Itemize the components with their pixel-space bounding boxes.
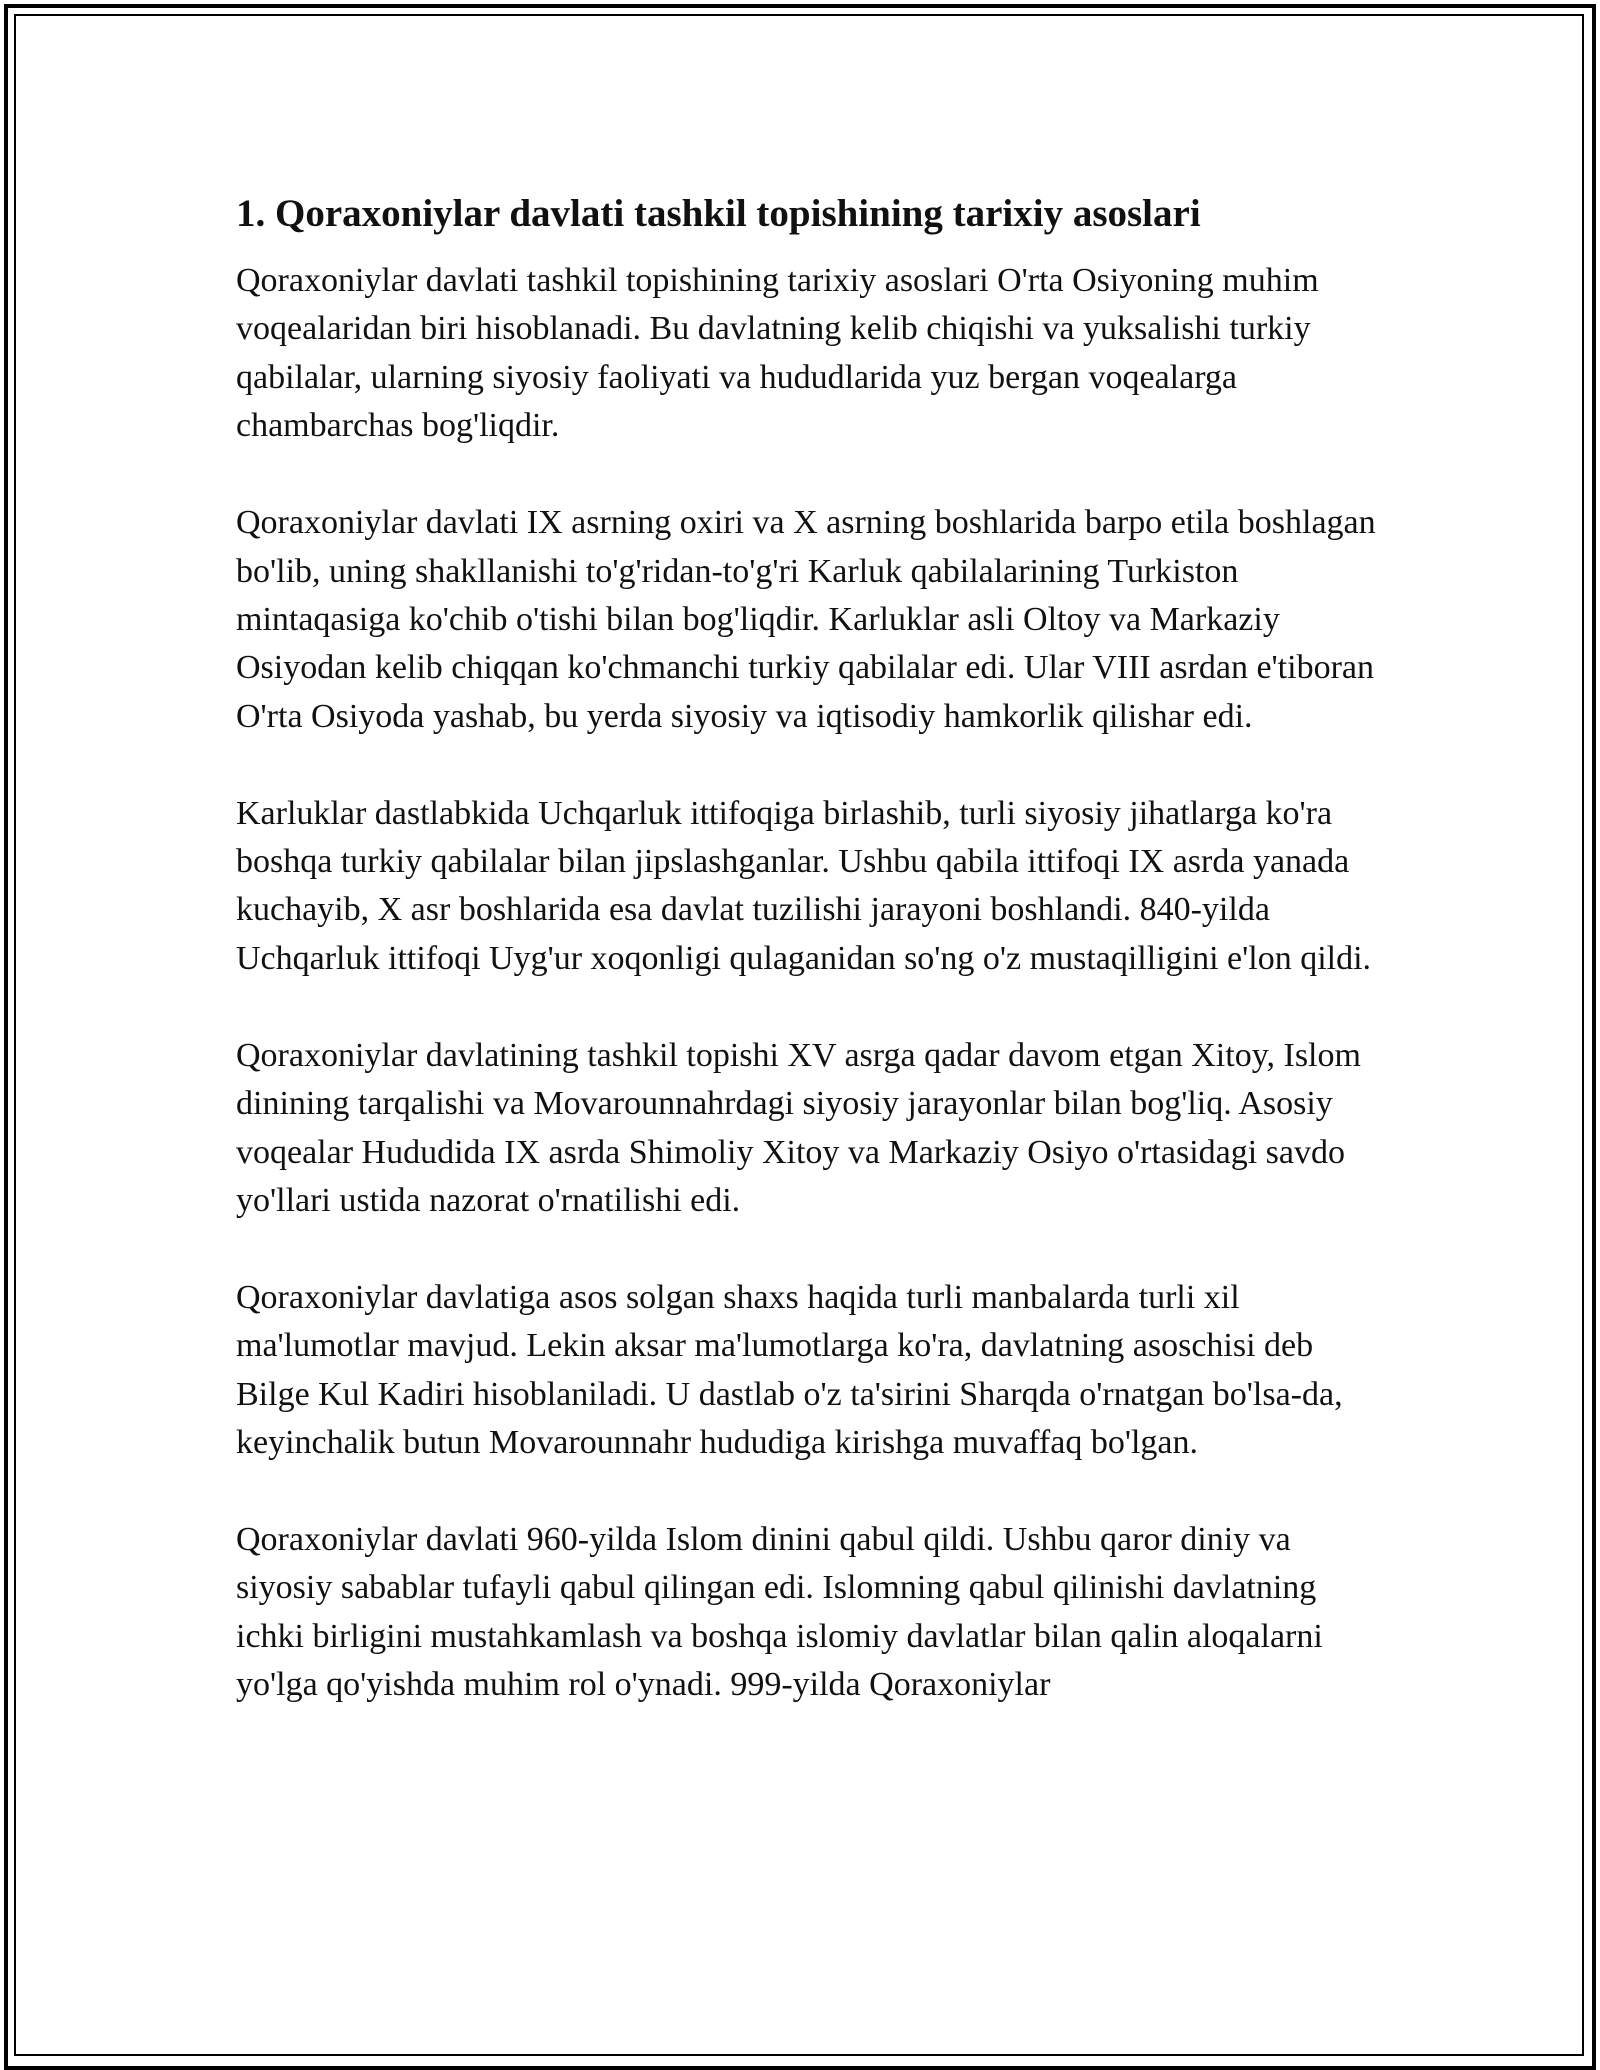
paragraph-4: Qoraxoniylar davlatining tashkil topishi XV asrga qadar davom etgan Xitoy, Islom dinining tarqalishi va Movarounnahrdagi siyosiy jarayonlar bilan bog'liq. Asosiy voqealar Hududida IX asrda Shimoliy Xitoy va Markaziy Osiyo o'rtasidagi savdo yo'llari ustida nazorat o'rnatilishi edi. <box>236 1036 1361 1219</box>
paragraph-3: Karluklar dastlabkida Uchqarluk ittifoqiga birlashib, turli siyosiy jihatlarga ko'ra boshqa turkiy qabilalar bilan jipslashganlar. Ushbu qabila ittifoqi IX asrda yanada kuchayib, X asr boshlarida esa davlat tuzilishi jarayoni boshlandi. 840-yilda Uchqarluk ittifoqi Uyg'ur xoqonligi qulaganidan so'ng o'z mustaqilligini e'lon qildi. <box>236 794 1372 977</box>
paragraph-2: Qoraxoniylar davlati IX asrning oxiri va X asrning boshlarida barpo etila boshlagan bo'lib, uning shakllanishi to'g'ridan-to'g'ri Karluk qabilalarining Turkiston mintaqasiga ko'chib o'tishi bilan bog'liqdir. Karluklar asli Oltoy va Markaziy Osiyodan kelib chiqqan ko'chmanchi turkiy qabilalar edi. Ular VIII asrdan e'tiboran O'rta Osiyoda yashab, bu yerda siyosiy va iqtisodiy hamkorlik qilishar edi. <box>236 504 1376 735</box>
document-body <box>236 186 1376 1710</box>
paragraph-5: Qoraxoniylar davlatiga asos solgan shaxs haqida turli manbalarda turli xil ma'lumotlar mavjud. Lekin aksar ma'lumotlarga ko'ra, davlatning asoschisi deb Bilge Kul Kadiri hisoblaniladi. U dastlab o'z ta'sirini Sharqda o'rnatgan bo'lsa-da, keyinchalik butun Movarounnahr hududiga kirishga muvaffaq bo'lgan. <box>236 1278 1343 1462</box>
paragraph-1: Qoraxoniylar davlati tashkil topishining tarixiy asoslari O'rta Osiyoning muhim voqealaridan biri hisoblanadi. Bu davlatning kelib chiqishi va yuksalishi turkiy qabilalar, ularning siyosiy faoliyati va hududlarida yuz bergan voqealarga chambarchas bog'liqdir. <box>236 262 1319 445</box>
paragraph-6: Qoraxoniylar davlati 960-yilda Islom dinini qabul qildi. Ushbu qaror diniy va siyosiy sabablar tufayli qabul qilingan edi. Islomning qabul qilinishi davlatning ichki birligini mustahkamlash va boshqa islomiy davlatlar bilan qalin aloqalarni yo'lga qo'yishda muhim rol o'ynadi. 999-yilda Qoraxoniylar <box>236 1521 1323 1704</box>
section-heading: 1. Qoraxoniylar davlati tashkil topishining tarixiy asoslari <box>236 192 1201 235</box>
